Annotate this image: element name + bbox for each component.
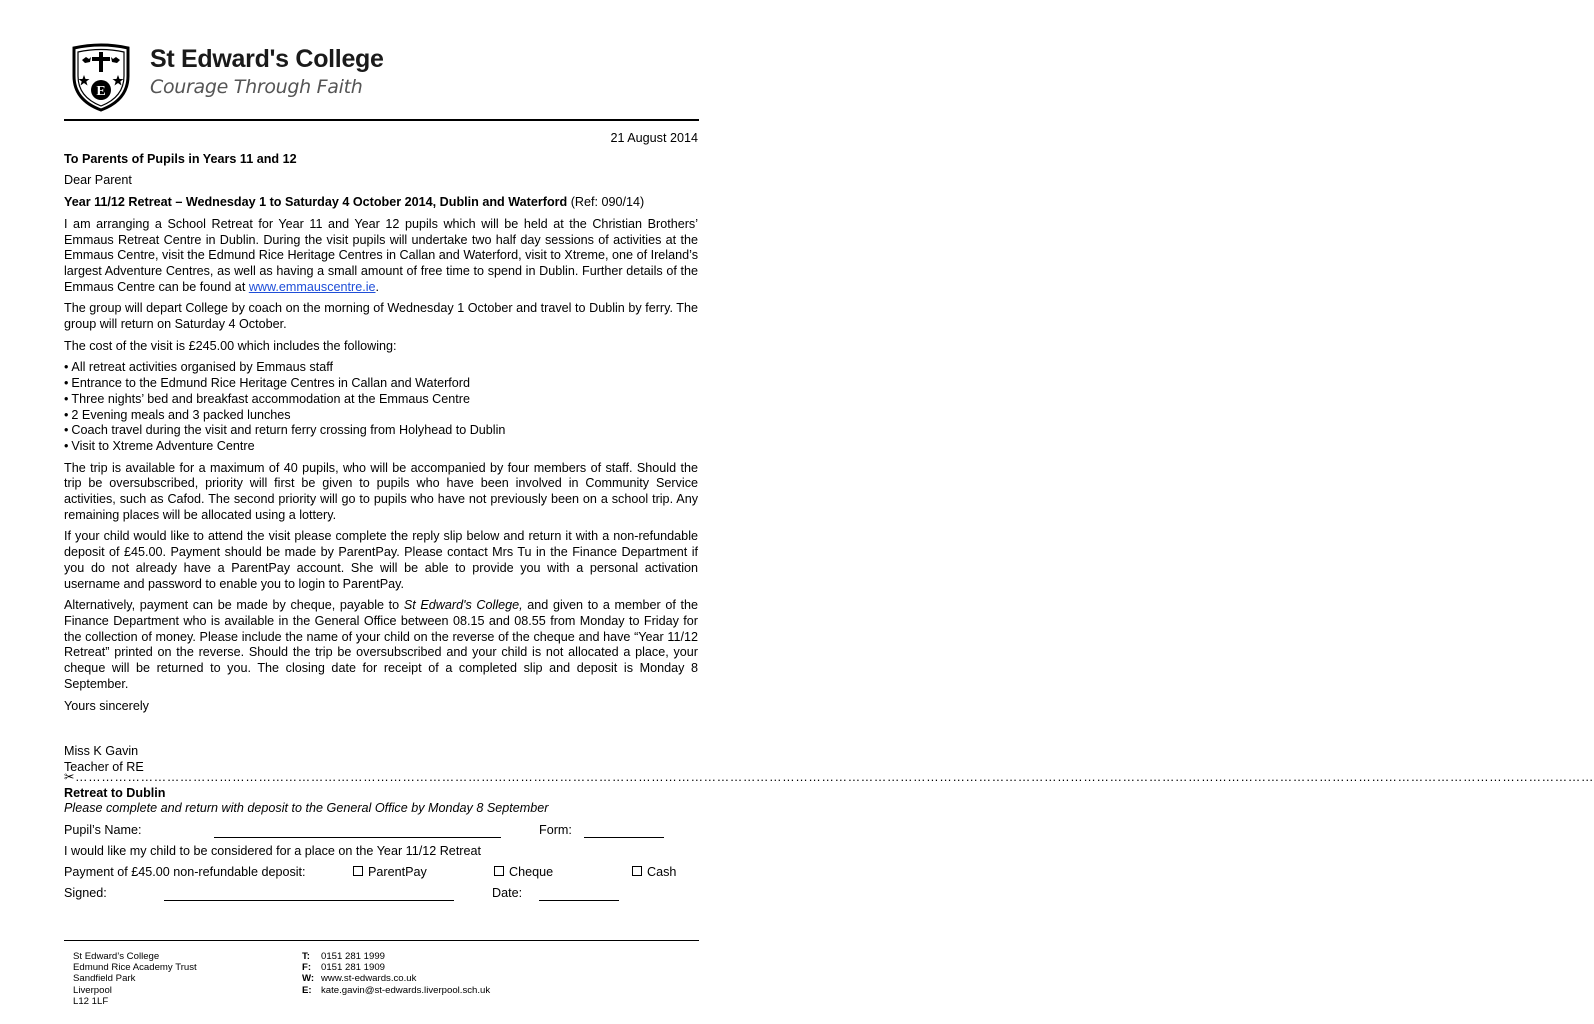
payee-name: St Edward's College, [403, 598, 523, 613]
cheque-checkbox[interactable] [494, 866, 504, 876]
signatory-name: Miss K Gavin [64, 744, 139, 759]
college-motto: Courage Through Faith [150, 76, 363, 98]
signature-field[interactable] [164, 886, 454, 901]
parentpay-label: ParentPay [368, 864, 427, 879]
letter-subject [64, 195, 698, 211]
cash-label: Cash [647, 864, 677, 879]
closing: Yours sincerely [64, 698, 149, 713]
footer-contact-value[interactable]: www.st-edwards.co.uk [321, 973, 417, 985]
subject-title: Year 11/12 Retreat – Wednesday 1 to Saturday 4 October 2014, Dublin and Waterford [64, 195, 568, 210]
form-label: Form: [539, 822, 572, 837]
includes-list-item: • Three nights’ bed and breakfast accommodation at the Emmaus Centre [64, 392, 698, 408]
payment-row [64, 865, 704, 886]
signature-space [64, 720, 698, 744]
includes-list-item: • Coach travel during the visit and return ferry crossing from Holyhead to Dublin [64, 423, 698, 439]
pupil-name-label: Pupil’s Name: [64, 822, 142, 837]
includes-list-item: • Entrance to the Edmund Rice Heritage Centres in Callan and Waterford [64, 376, 698, 392]
paragraph-intro-end: . [375, 279, 379, 294]
footer-contact-key: F: [302, 962, 312, 974]
parentpay-checkbox[interactable] [353, 866, 363, 876]
college-name: St Edward's College [150, 45, 384, 73]
svg-text:E: E [96, 84, 106, 99]
letter-salutation: Dear Parent [64, 173, 132, 188]
header-divider [64, 119, 699, 121]
footer-contact-key: T: [302, 951, 310, 962]
includes-list-item: • 2 Evening meals and 3 packed lunches [64, 408, 698, 424]
letter-body [64, 131, 698, 776]
cash-option[interactable] [632, 865, 676, 881]
footer-contact-line [302, 951, 490, 962]
scissors-cut-line: ✂…………………………………………………………………………………………………………………………………………………………………………………………………………………………………………………………………………………………………………………… [64, 770, 1594, 784]
consent-row [64, 844, 704, 865]
footer-contact-line [302, 962, 490, 973]
parentpay-option[interactable] [353, 865, 427, 881]
footer-address-line: St Edward’s College [73, 951, 160, 962]
date-label: Date: [492, 885, 523, 900]
includes-list-item: • All retreat activities organised by Emmaus staff [64, 360, 698, 376]
paragraph-deposit: If your child would like to attend the visit please complete the reply slip below and return it with a non-refundable deposit of £45.00. Payment should be made by ParentPay. Please contact Mrs Tu in the Finance Department if you do not already have a ParentPay account. She will be able to provide you with a personal activation username and password to enable you to login to ParentPay. [64, 529, 698, 591]
cheque-option[interactable] [494, 865, 553, 881]
paragraph-cheque-a: Alternatively, payment can be made by cheque, payable to [64, 598, 404, 613]
pupil-name-field[interactable] [214, 823, 501, 838]
footer-contact-key: E: [302, 984, 312, 996]
footer-contact-key: W: [302, 973, 315, 985]
consent-statement: I would like my child to be considered for a place on the Year 11/12 Retreat [64, 843, 482, 858]
signed-label: Signed: [64, 885, 107, 900]
letter-addressee: To Parents of Pupils in Years 11 and 12 [64, 151, 297, 166]
signature-row [64, 886, 704, 907]
footer-address-line: Liverpool [73, 984, 112, 996]
footer-contacts [302, 951, 490, 996]
includes-list-item: • Visit to Xtreme Adventure Centre [64, 439, 698, 455]
subject-reference: (Ref: 090/14) [567, 195, 645, 210]
date-field[interactable] [539, 886, 619, 901]
footer-address-line: Sandfield Park [73, 973, 136, 985]
cash-checkbox[interactable] [632, 866, 642, 876]
footer-contact-line [302, 973, 490, 984]
form-field[interactable] [584, 823, 664, 838]
footer-contact-value: 0151 281 1999 [321, 951, 386, 962]
footer-address [73, 951, 197, 1007]
paragraph-travel: The group will depart College by coach on the morning of Wednesday 1 October and travel to Dublin by ferry. The group will return on Saturday 4 October. [64, 301, 698, 332]
reply-slip [64, 770, 1594, 907]
paragraph-cost: The cost of the visit is £245.00 which includes the following: [64, 338, 397, 353]
footer-contact-line [302, 985, 490, 996]
slip-instruction: Please complete and return with deposit to the General Office by Monday 8 September [64, 801, 549, 815]
paragraph-intro [64, 217, 698, 296]
includes-list [64, 360, 698, 454]
footer-contact-value[interactable]: kate.gavin@st-edwards.liverpool.sch.uk [321, 984, 491, 996]
footer-divider [64, 940, 699, 941]
footer-address-line: Edmund Rice Academy Trust [73, 962, 197, 974]
paragraph-availability: The trip is available for a maximum of 40 pupils, who will be accompanied by four members of staff. Should the trip be oversubscribed, priority will first be given to pupils who have been involved in Community Service activities, such as Cafod. The second priority will go to pupils who have not previously been on a school trip. Any remaining places will be allocated using a lottery. [64, 460, 698, 522]
cheque-label: Cheque [509, 864, 554, 879]
paragraph-intro-text: I am arranging a School Retreat for Year 11 and Year 12 pupils which will be held at the Christian Brothers’ Emmaus Retreat Centre in Dublin. During the visit pupils will undertake two half day sessions of activities at the Emmaus Centre, visit the Edmund Rice Heritage Centres in Callan and Waterford, visit to Xtreme, one of Ireland’s largest Adventure Centres, as well as having a small amount of free time to spend in Dublin. Further details of the Emmaus Centre can be found at [64, 216, 698, 294]
paragraph-cheque [64, 598, 698, 692]
pupil-name-row [64, 823, 704, 844]
emmaus-centre-link[interactable]: www.emmauscentre.ie [248, 279, 376, 294]
payment-label: Payment of £45.00 non-refundable deposit: [64, 864, 306, 879]
college-crest-icon [70, 42, 132, 112]
letter-date: 21 August 2014 [610, 131, 698, 145]
footer-address-line: L12 1LF [73, 995, 109, 1007]
slip-title: Retreat to Dublin [64, 785, 166, 800]
footer-contact-value: 0151 281 1909 [321, 962, 386, 974]
signatory-title: Teacher of RE [64, 759, 144, 774]
paragraph-cheque-b: and given to a member of the Finance Department who is available in the General Office between 08.15 and 08.55 from Monday to Friday for the collection of money. Please include the name of your child on the reverse of the cheque and have “Year 11/12 Retreat” printed on the reverse. Should the trip be oversubscribed and your child is not allocated a place, your cheque will be returned to you. The closing date for receipt of a completed slip and deposit is Monday 8 September. [64, 598, 698, 691]
